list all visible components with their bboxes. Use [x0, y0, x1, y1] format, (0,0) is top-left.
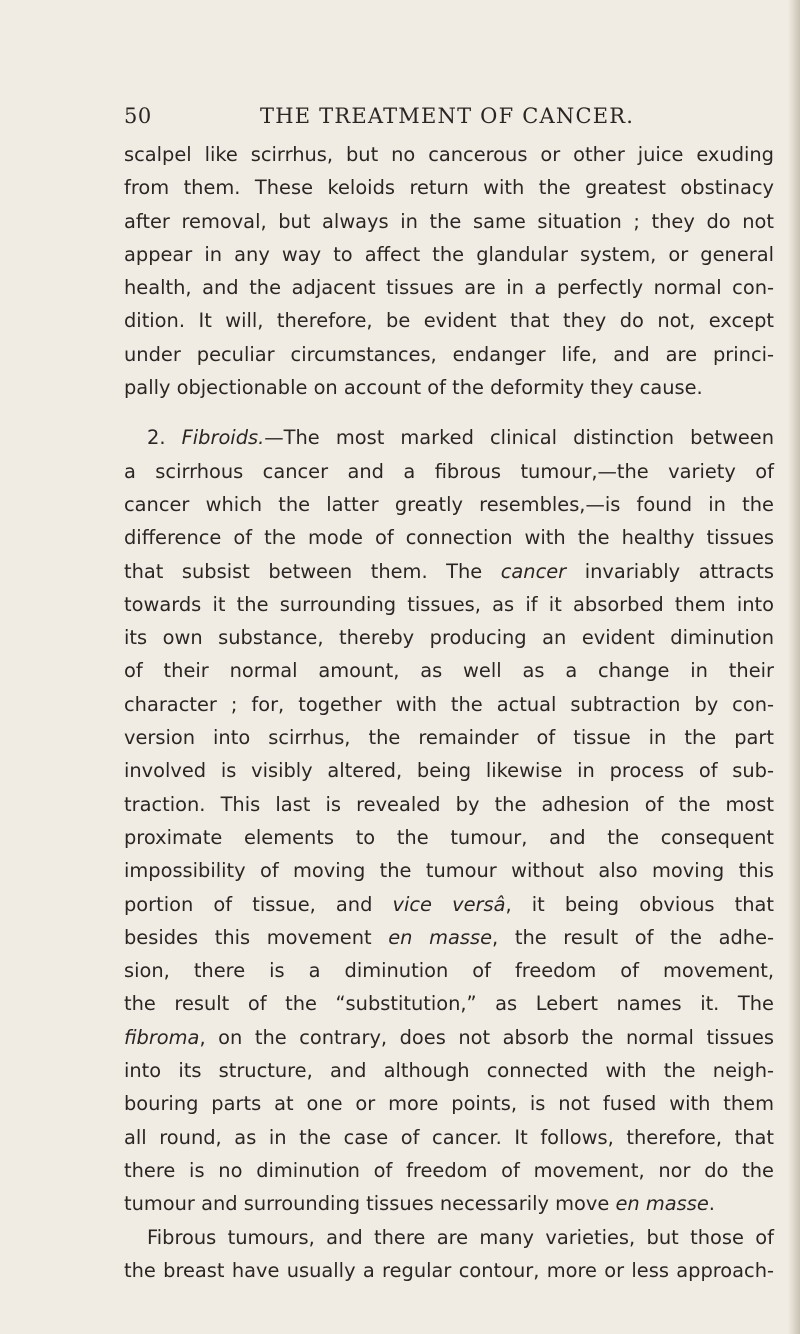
text-line: cancer which the latter greatly resembles,—is found in the — [124, 492, 774, 516]
text-segment: tumour and surrounding tissues necessarily move — [124, 1192, 616, 1216]
paragraph-fibrous-tumours — [124, 1221, 774, 1288]
text-line: there is no diminution of freedom of movement, nor do the — [124, 1158, 774, 1182]
text-line: character ; for, together with the actual subtraction by con- — [124, 692, 774, 716]
paragraph-keloids — [124, 138, 774, 404]
text-line: Fibrous tumours, and there are many varieties, but those of — [147, 1225, 774, 1249]
text-line: the result of the “substitution,” as Lebert names it. The — [124, 992, 774, 1016]
text-line: pally objectionable on account of the deformity they cause. — [124, 376, 703, 400]
text-line — [124, 888, 774, 921]
italic-term: en masse — [388, 925, 493, 949]
italic-term: cancer — [500, 559, 567, 583]
text-line: after removal, but always in the same situation ; they do not — [124, 209, 774, 233]
italic-term: fibroma — [124, 1025, 200, 1049]
section-number: 2. — [147, 426, 166, 450]
text-line: into its structure, and although connected with the neigh- — [124, 1059, 774, 1083]
text-line: version into scirrhus, the remainder of tissue in the part — [124, 726, 774, 750]
paragraph-lines — [124, 455, 774, 1221]
text-line: under peculiar circumstances, endanger life, and are princi- — [124, 342, 774, 366]
text-line: a scirrhous cancer and a fibrous tumour,—the variety of — [124, 459, 774, 483]
text-segment: , on the contrary, does not absorb the normal tissues — [199, 1025, 774, 1049]
text-line — [124, 555, 774, 588]
text-line: from them. These keloids return with the greatest obstinacy — [124, 176, 774, 200]
text-line: towards it the surrounding tissues, as if it absorbed them into — [124, 592, 774, 616]
text-line: sion, there is a diminution of freedom of movement, — [124, 959, 774, 983]
text-line: proximate elements to the tumour, and the consequent — [124, 825, 774, 849]
text-line: difference of the mode of connection with the healthy tissues — [124, 526, 774, 550]
text-line: all round, as in the case of cancer. It follows, therefore, that — [124, 1125, 774, 1149]
section-heading-text: —The most marked clinical distinction between — [264, 426, 774, 450]
italic-term: en masse — [615, 1192, 709, 1216]
text-line: appear in any way to affect the glandular system, or general — [124, 242, 774, 266]
paragraph-fibroids — [124, 421, 774, 1220]
text-line: bouring parts at one or more points, is not fused with them — [124, 1092, 774, 1116]
running-header — [124, 104, 774, 134]
text-segment: . — [708, 1192, 715, 1216]
page-edge-shadow — [788, 0, 800, 1334]
section-heading-line — [124, 421, 774, 454]
page-number: 50 — [124, 104, 152, 128]
running-title: THE TREATMENT OF CANCER. — [260, 104, 635, 128]
text-line: of their normal amount, as well as a change in their — [124, 659, 774, 683]
text-line — [124, 921, 774, 954]
text-line — [124, 1021, 774, 1054]
text-line: the breast have usually a regular contour, more or less approach- — [124, 1258, 774, 1282]
text-line — [124, 1187, 774, 1220]
text-segment: , it being obvious that — [505, 892, 774, 916]
text-line: scalpel like scirrhus, but no cancerous or other juice exuding — [124, 143, 774, 166]
text-segment: besides this movement — [124, 925, 389, 949]
text-line: involved is visibly altered, being likewise in process of sub- — [124, 759, 774, 783]
text-line: impossibility of moving the tumour without also moving this — [124, 859, 774, 883]
text-segment: portion of tissue, and — [124, 892, 393, 916]
paragraph-gap — [124, 404, 774, 421]
text-segment: , the result of the adhe- — [492, 925, 775, 949]
text-segment: that subsist between them. The — [124, 559, 501, 583]
italic-term: vice versâ — [392, 892, 506, 916]
text-line: health, and the adjacent tissues are in a perfectly normal con- — [124, 276, 774, 300]
text-line: its own substance, thereby producing an evident diminution — [124, 626, 774, 650]
text-segment: invariably attracts — [566, 559, 774, 583]
section-heading: Fibroids. — [181, 426, 265, 450]
text-line: dition. It will, therefore, be evident that they do not, except — [124, 309, 774, 333]
text-line: traction. This last is revealed by the adhesion of the most — [124, 792, 774, 816]
body-text — [124, 138, 774, 1287]
